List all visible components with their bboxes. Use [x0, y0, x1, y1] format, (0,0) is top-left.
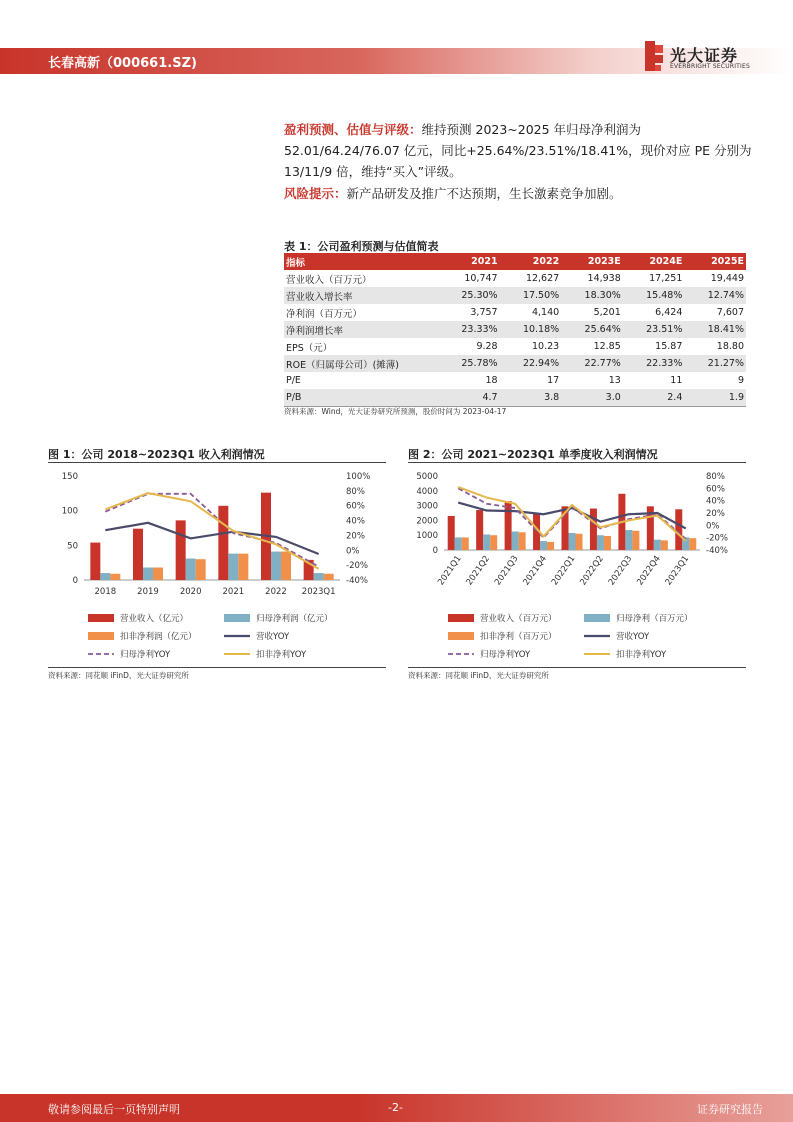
y-left-tick-label: 150	[61, 472, 78, 482]
footer-disclaimer: 敬请参阅最后一页特别声明	[48, 1103, 180, 1116]
table-cell: 10.23	[531, 341, 560, 352]
brand-logo	[643, 41, 753, 75]
bar	[576, 534, 583, 550]
bar	[597, 535, 604, 550]
table-row	[284, 304, 746, 321]
y-left-tick-label: 50	[67, 541, 78, 552]
table-cell: ROE（归属母公司）(摊薄)	[284, 355, 438, 372]
x-tick-label: 2022Q1	[549, 553, 578, 588]
table-header-cell: 指标	[284, 253, 438, 270]
bar	[196, 559, 206, 580]
bar	[143, 568, 153, 580]
y-left-tick-label: 2000	[416, 516, 438, 527]
bar	[238, 554, 248, 580]
table-cell: 10,747	[464, 273, 498, 284]
legend-swatch	[448, 632, 474, 640]
table-cell: 11	[670, 375, 683, 386]
table-cell: 12.85	[593, 341, 621, 352]
table-cell: 净利润（百万元）	[286, 308, 363, 320]
bar	[218, 506, 228, 580]
table-cell: 18.80	[716, 341, 744, 352]
table-cell: 15.87	[655, 341, 683, 352]
table-cell: 18	[485, 375, 498, 386]
table-cell: 17,251	[649, 273, 683, 284]
bar	[110, 574, 120, 580]
bar	[455, 537, 462, 550]
bar	[476, 510, 483, 550]
table-row	[284, 372, 746, 389]
bar	[654, 540, 661, 550]
table-cell: 12.74%	[684, 287, 746, 304]
y-right-tick-label: 0%	[706, 521, 720, 532]
table-header-cell: 2023E	[561, 253, 623, 270]
table-cell: 6,424	[655, 307, 683, 318]
table-cell: 18.30%	[561, 287, 623, 304]
table-cell: 10.18%	[500, 321, 562, 338]
legend-label: 扣非净利润（亿元）	[120, 632, 197, 642]
x-tick-label: 2022Q3	[606, 553, 635, 588]
y-right-tick-label: 40%	[706, 496, 725, 507]
legend-label: 归母净利（百万元）	[616, 614, 693, 624]
table-cell: 17	[547, 375, 560, 386]
table-cell: 3.0	[561, 389, 623, 407]
table-cell: 23.33%	[438, 321, 500, 338]
table-cell: 2.4	[623, 389, 685, 407]
x-tick-label: 2023Q1	[301, 587, 336, 597]
table-cell: 12,627	[525, 273, 560, 284]
figure-2-rule	[408, 462, 746, 463]
x-tick-label: 2022Q2	[578, 553, 606, 588]
y-right-tick-label: -40%	[346, 576, 368, 586]
bar	[314, 573, 324, 580]
bar	[547, 542, 554, 550]
logo-mark-icon	[643, 41, 665, 71]
risk-label: 风险提示：	[284, 186, 347, 201]
forecast-label: 盈利预测、估值与评级：	[284, 122, 422, 137]
risk-paragraph	[284, 183, 754, 204]
table-cell: 4.7	[438, 389, 500, 407]
table-cell: 营业收入增长率	[284, 287, 438, 304]
y-right-tick-label: 100%	[346, 472, 371, 482]
bar	[90, 543, 100, 580]
x-tick-label: 2022	[265, 587, 287, 597]
y-right-tick-label: 20%	[706, 509, 725, 519]
forecast-line-2: 52.01/64.24/76.07 亿元，同比+25.64%/23.51%/18.41%，现价对应 PE 分别为	[284, 143, 752, 158]
x-tick-label: 2021Q4	[521, 553, 550, 588]
table-cell: 4,140	[531, 307, 560, 318]
figure-1-chart	[48, 464, 388, 664]
logo-text-cn: 光大证券	[670, 46, 739, 65]
x-tick-label: 2023Q1	[663, 553, 692, 588]
table-cell: P/B	[284, 389, 438, 407]
table-cell: 25.64%	[561, 321, 623, 338]
legend-label: 扣非净利YOY	[256, 650, 307, 660]
table-cell: 3.8	[500, 389, 562, 407]
bar	[186, 559, 196, 580]
y-right-tick-label: 0%	[346, 546, 360, 557]
legend-label: 归母净利YOY	[120, 650, 171, 660]
table-row	[284, 389, 746, 407]
footer-report-type: 证券研究报告	[697, 1103, 763, 1116]
bar	[625, 530, 632, 550]
table-cell: 25.30%	[438, 287, 500, 304]
figure-2-chart	[408, 464, 748, 664]
legend-label: 营业收入（亿元）	[120, 614, 189, 624]
x-tick-label: 2019	[137, 587, 159, 597]
y-right-tick-label: 60%	[706, 484, 725, 495]
table-cell: 1.9	[684, 389, 746, 407]
bar	[675, 509, 682, 550]
table-row	[284, 321, 746, 338]
bar	[569, 533, 576, 550]
y-left-tick-label: 4000	[416, 486, 438, 497]
table-cell: 净利润增长率	[284, 321, 438, 338]
y-right-tick-label: 20%	[346, 531, 365, 542]
figure-1-title: 图 1：公司 2018~2023Q1 收入利润情况	[48, 448, 265, 461]
bar	[632, 531, 639, 550]
y-right-tick-label: -20%	[346, 561, 368, 572]
figure-1-source: 资料来源：同花顺 iFinD、光大证券研究所	[48, 671, 189, 680]
table-source: 资料来源：Wind，光大证券研究所预测，股价时间为 2023-04-17	[284, 407, 507, 416]
table-header-row	[284, 253, 746, 270]
figure-2-bottom-rule	[408, 667, 746, 668]
bar	[176, 520, 186, 580]
x-tick-label: 2018	[94, 587, 117, 597]
table-row	[284, 270, 746, 287]
bar	[512, 532, 519, 551]
table-cell: 25.78%	[438, 355, 500, 372]
bar	[604, 536, 611, 550]
table-cell: 14,938	[587, 273, 621, 284]
x-tick-label: 2021Q3	[493, 553, 521, 588]
table-cell: 22.33%	[623, 355, 685, 372]
y-right-tick-label: -20%	[706, 533, 728, 544]
legend-label: 归母净利润（亿元）	[256, 614, 333, 624]
bar	[505, 501, 512, 550]
bar	[462, 537, 469, 550]
table-cell: 22.77%	[561, 355, 623, 372]
footer-page-number: -2-	[388, 1101, 403, 1114]
y-right-tick-label: 80%	[346, 486, 365, 497]
x-tick-label: 2021Q1	[436, 553, 464, 588]
y-right-tick-label: 40%	[346, 516, 365, 527]
legend-label: 扣非净利YOY	[616, 650, 667, 660]
bar	[661, 540, 668, 550]
table-row	[284, 287, 746, 304]
table-cell: 21.27%	[684, 355, 746, 372]
x-tick-label: 2022Q4	[635, 553, 663, 588]
forecast-line-1: 维持预测 2023~2025 年归母净利润为	[421, 122, 642, 137]
y-right-tick-label: -40%	[706, 546, 728, 556]
bar	[153, 568, 163, 580]
table-cell: 3,757	[470, 307, 498, 318]
legend-swatch	[88, 632, 114, 640]
table-cell: EPS（元）	[286, 342, 333, 354]
bar	[590, 509, 597, 550]
table-row	[284, 338, 746, 355]
table-title: 表 1：公司盈利预测与估值简表	[284, 240, 439, 253]
bar	[281, 552, 291, 580]
table-cell: 营业收入（百万元）	[286, 274, 372, 286]
table-cell: 5,201	[593, 307, 621, 318]
table-cell: 7,607	[716, 307, 744, 318]
y-left-tick-label: 3000	[416, 501, 438, 512]
legend-label: 归母净利YOY	[480, 650, 531, 660]
legend-swatch	[88, 614, 114, 622]
figure-1-bottom-rule	[48, 667, 386, 668]
table-cell: 23.51%	[623, 321, 685, 338]
table-cell: 17.50%	[500, 287, 562, 304]
forecast-line-3: 13/11/9 倍，维持“买入”评级。	[284, 164, 462, 179]
table-cell: 15.48%	[623, 287, 685, 304]
y-left-tick-label: 100	[61, 506, 78, 517]
legend-swatch	[584, 614, 610, 622]
bar	[490, 535, 497, 550]
legend-label: 营收YOY	[256, 632, 290, 642]
bar	[448, 516, 455, 550]
table-cell: 22.94%	[500, 355, 562, 372]
table-cell: 13	[608, 375, 621, 386]
table-header-cell: 2022	[500, 253, 562, 270]
x-tick-label: 2021	[222, 587, 245, 597]
y-left-tick-label: 0	[72, 576, 78, 586]
legend-swatch	[448, 614, 474, 622]
table-header-cell: 2021	[438, 253, 500, 270]
table-cell: 18.41%	[684, 321, 746, 338]
forecast-paragraph	[284, 119, 754, 182]
header-title: 长春高新（000661.SZ)	[48, 56, 197, 71]
legend-label: 营业收入（百万元）	[480, 614, 557, 624]
y-right-tick-label: 60%	[346, 501, 365, 512]
legend-swatch	[224, 614, 250, 622]
bar	[271, 552, 281, 580]
logo-text-en: EVERBRIGHT SECURITIES	[670, 63, 750, 70]
risk-text: 新产品研发及推广不达预期，生长激素竞争加剧。	[346, 186, 622, 201]
y-right-tick-label: 80%	[706, 472, 725, 482]
legend-label: 营收YOY	[616, 632, 650, 642]
y-left-tick-label: 0	[432, 546, 438, 556]
table-row	[284, 355, 746, 372]
x-tick-label: 2021Q2	[464, 553, 493, 588]
figure-2-source: 资料来源：同花顺 iFinD、光大证券研究所	[408, 671, 549, 680]
bar	[519, 532, 526, 550]
bar	[100, 573, 110, 580]
bar	[540, 541, 547, 550]
legend-label: 扣非净利（百万元）	[480, 632, 557, 642]
table-header-cell: 2025E	[684, 253, 746, 270]
figure-1-rule	[48, 462, 386, 463]
bar	[324, 574, 334, 580]
bar	[228, 554, 238, 580]
table-cell: 9	[737, 375, 744, 386]
x-tick-label: 2020	[179, 587, 202, 597]
table-cell: 19,449	[710, 273, 744, 284]
table-cell: P/E	[286, 375, 301, 386]
figure-2-title: 图 2：公司 2021~2023Q1 单季度收入利润情况	[408, 448, 658, 461]
y-left-tick-label: 1000	[416, 531, 438, 542]
bar	[483, 534, 490, 550]
bar	[689, 538, 696, 550]
bar	[133, 529, 143, 580]
table-header-cell: 2024E	[623, 253, 685, 270]
forecast-table	[284, 253, 746, 407]
y-left-tick-label: 5000	[416, 472, 438, 482]
table-cell: 9.28	[476, 341, 498, 352]
